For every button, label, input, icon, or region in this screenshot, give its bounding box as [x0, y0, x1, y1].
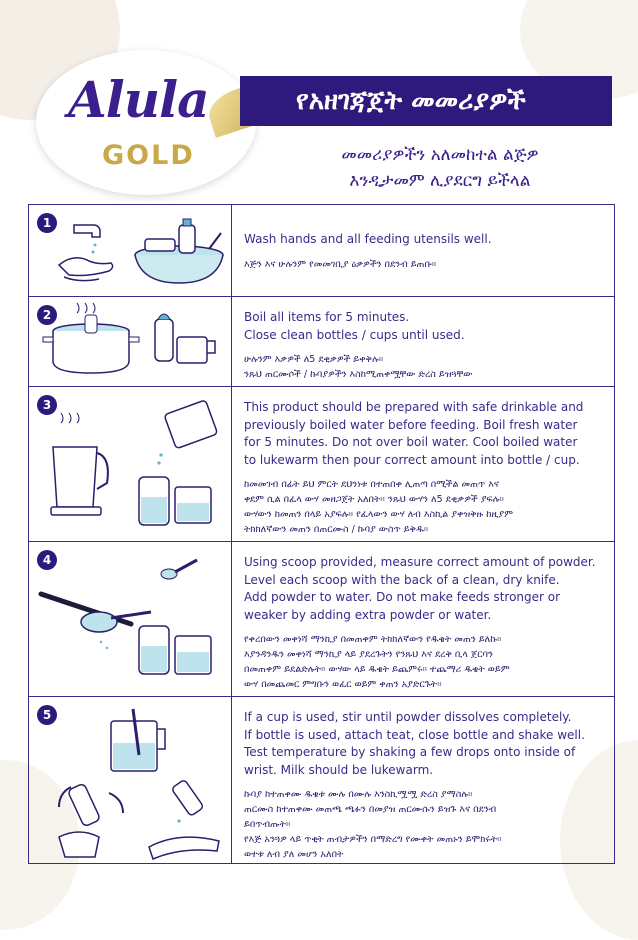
page-title: የአዘገጃጀት መመሪያዎች: [240, 76, 612, 126]
stir-shake-and-test-icon: [29, 697, 231, 863]
step-illustration: [29, 387, 232, 541]
subtitle-line-2: እንዲታመም ሊያደርግ ይችላል: [349, 171, 531, 191]
step-text: [232, 205, 614, 296]
step-illustration: [29, 205, 232, 296]
step-row: [29, 542, 614, 697]
step-row: [29, 297, 614, 387]
step-text: [232, 542, 614, 696]
kettle-and-bottle-icon: [29, 387, 231, 542]
page-subtitle: [290, 142, 590, 194]
step-number: 3: [37, 395, 57, 415]
step-amharic-text: ከመመገብ በፊት ይህ ምርት ደህንነቱ በተጠበቀ ሊጠጣ በሚችል መጠጥ እና ቀደም ሲል በፈላ ውሃ መዘጋጀት አለበት። ንጹህ ውሃን ለ5 ደቂቃዎች ያፍሉ። ውሃውን ከመጠን በላይ አያፍሉ። የፈላውን ውሃ ለብ እስኪል ያቀዝቅዙ ከዚያም ትክክለኛውን መጠን በጠርሙስ / ኩባያ ውስጥ ይቅዱ።: [244, 479, 513, 535]
step-text: [232, 297, 614, 386]
step-text: [232, 387, 614, 541]
step-number: 4: [37, 550, 57, 570]
instructions-table: [28, 204, 615, 864]
logo-wordmark: Alula: [68, 70, 209, 129]
scoop-and-knife-icon: [29, 542, 231, 697]
step-english-text: If a cup is used, stir until powder dissolves completely. If bottle is used, attach teat, close bottle and shake well. Test temperature by shaking a few drops onto inside of wrist. Milk should be lukewarm.: [244, 710, 585, 777]
step-amharic-text: ሁሉንም እቃዎች ለ5 ደቂቃዎች ይቀቅሉ። ንጹህ ጠርሙሶች / ኩባያዎችን እስከሚጠቀሟቸው ድረስ ይዝጓቸው: [244, 354, 473, 380]
step-english-text: Boil all items for 5 minutes. Close clean bottles / cups until used.: [244, 310, 465, 342]
step-amharic-text: እጅን እና ሁሉንም የመመገቢያ ዕቃዎችን በደንብ ይጠቡ።: [244, 258, 437, 270]
step-illustration: [29, 697, 232, 863]
step-amharic-text: የቀረበውን መቀነሻ ማንኪያ በመጠቀም ትክክለኛውን የዱቄት መጠን ይለኩ። እያንዳንዱን መቀነሻ ማንኪያ ላይ ያደረጉትን የንጹህ እና ደረቅ ቢላ ጀርባን በመጠቀም ይደልድሉት። ውሃው ላይ ዱቄት ይጨምሩ። ተጨማሪ ዱቄት ወይም ውሃ በመጨመር ምግቡን ወፈር ወይም ቀጠን አያድርጉት።: [244, 634, 510, 690]
boiling-pot-and-bottle-icon: [29, 297, 231, 387]
logo-gold-text: GOLD: [102, 140, 195, 171]
step-number: 5: [37, 705, 57, 725]
step-illustration: [29, 297, 232, 386]
step-english-text: Wash hands and all feeding utensils well.: [244, 232, 492, 246]
subtitle-line-1: መመሪያዎችን አለመከተል ልጅዎ: [341, 145, 539, 165]
step-number: 1: [37, 213, 57, 233]
step-row: [29, 205, 614, 297]
step-english-text: This product should be prepared with safe drinkable and previously boiled water before feeding. Boil fresh water for 5 minutes. Do not over boil water. Cool boiled water to lukewarm then pour correct amount into bottle / cup.: [244, 400, 584, 467]
step-row: [29, 697, 614, 863]
step-amharic-text: ኩባያ ከተጠቀሙ ዱቄቱ ሙሉ በሙሉ እንስኪሟሟ ድረስ ያማስሉ። ጠርሙስ ከተጠቀሙ መጠጫ ጫፉን በመያዝ ጠርሙሱን ይዝጉ እና በደንብ ይበጥብጡት። የእጅ አንጓዎ ላይ ጥቂት ጠብታዎችን በማድረግ የሙቀት መጠኑን ይሞክሩት። ወተቱ ለብ ያለ መሆን አለበት: [244, 789, 502, 860]
step-row: [29, 387, 614, 542]
handwash-and-basin-icon: [29, 205, 231, 297]
step-illustration: [29, 542, 232, 696]
brand-logo: [36, 40, 266, 190]
step-number: 2: [37, 305, 57, 325]
step-text: [232, 697, 614, 863]
step-english-text: Using scoop provided, measure correct amount of powder. Level each scoop with the back of a clean, dry knife. Add powder to water. Do not make feeds stronger or weaker by adding extra powder or water.: [244, 555, 596, 622]
